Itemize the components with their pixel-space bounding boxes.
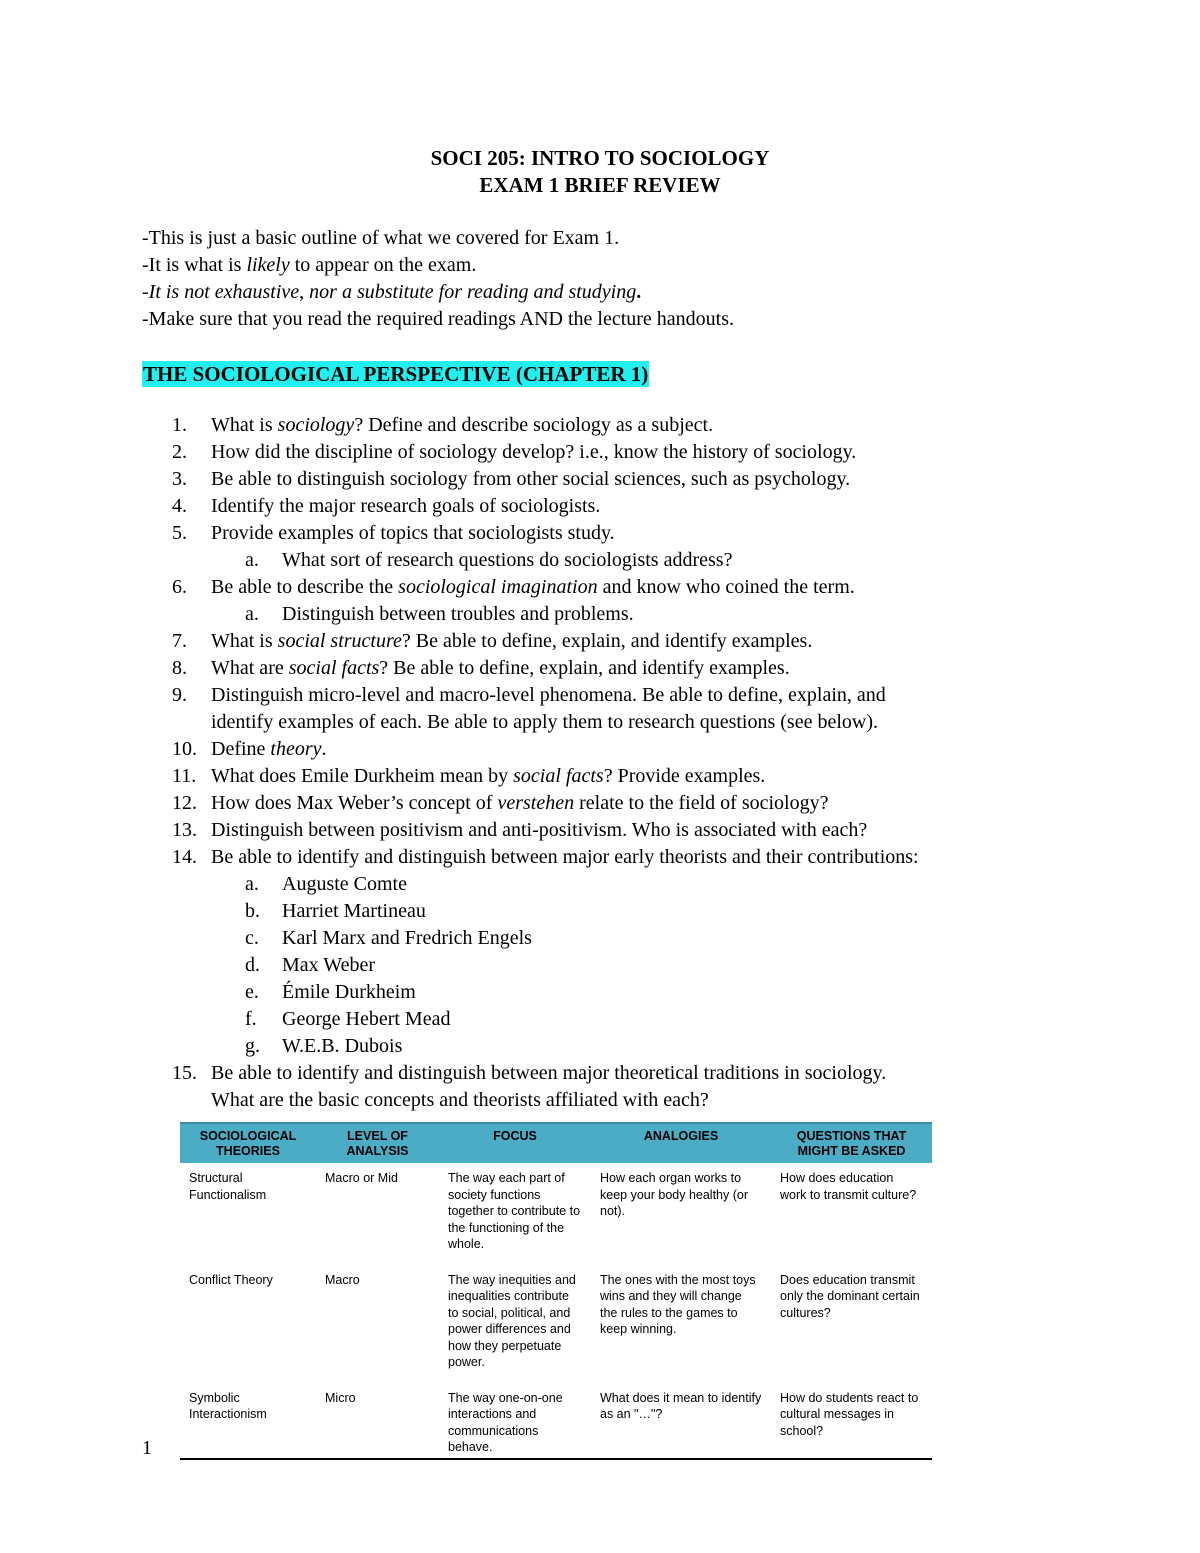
theorist-item: c. Karl Marx and Fredrich Engels [245,927,532,949]
question-1: 1. What is sociology? Define and describe sociology as a subject. [172,414,714,436]
theorist-item: g. W.E.B. Dubois [245,1035,403,1057]
intro-line-4: -Make sure that you read the required readings AND the lecture handouts. [142,308,735,330]
section-heading: THE SOCIOLOGICAL PERSPECTIVE (CHAPTER 1) [143,362,649,386]
table-cell: The way inequities and inequalities contribute to social, political, and power differences and how they perpetuate power. [448,1272,576,1369]
question-10: 10. Define theory. [172,738,327,760]
question-9-continued: identify examples of each. Be able to apply them to research questions (see below). [211,711,878,733]
question-8: 8. What are social facts? Be able to define, explain, and identify examples. [172,657,790,679]
question-11: 11. What does Emile Durkheim mean by social facts? Provide examples. [172,765,766,787]
column-header: FOCUS [439,1123,591,1164]
question-5a: a. What sort of research questions do sociologists address? [245,549,733,571]
table-header-row [180,1123,932,1164]
question-7: 7. What is social structure? Be able to define, explain, and identify examples. [172,630,813,652]
course-title: SOCI 205: INTRO TO SOCIOLOGY [430,146,770,170]
intro-line-1: -This is just a basic outline of what we covered for Exam 1. [142,227,620,249]
column-header: QUESTIONS THAT MIGHT BE ASKED [771,1123,932,1164]
question-9: 9. Distinguish micro-level and macro-level phenomena. Be able to define, explain, and [172,684,886,706]
question-14: 14. Be able to identify and distinguish between major early theorists and their contributions: [172,846,919,868]
question-13: 13. Distinguish between positivism and anti-positivism. Who is associated with each? [172,819,868,841]
theorist-item: b. Harriet Martineau [245,900,426,922]
table-cell: How do students react to cultural messages in school? [771,1385,932,1459]
table-cell: Micro [316,1385,439,1459]
table-cell: How each organ works to keep your body healthy (or not). [600,1171,749,1218]
theorist-item: f. George Hebert Mead [245,1008,451,1030]
question-2: 2. How did the discipline of sociology develop? i.e., know the history of sociology. [172,441,857,463]
table-cell: How does education work to transmit culture? [780,1171,917,1202]
question-5: 5. Provide examples of topics that sociologists study. [172,522,615,544]
table-row [180,1267,932,1385]
table-cell: Macro or Mid [325,1171,398,1185]
table-cell: Structural Functionalism [189,1171,267,1202]
question-4: 4. Identify the major research goals of sociologists. [172,495,601,517]
column-header: LEVEL OF ANALYSIS [316,1123,439,1164]
question-6: 6. Be able to describe the sociological imagination and know who coined the term. [172,576,855,598]
column-header: ANALOGIES [591,1123,771,1164]
table-cell: Conflict Theory [189,1272,273,1287]
question-15-continued: What are the basic concepts and theorists affiliated with each? [211,1089,709,1111]
theorist-item: d. Max Weber [245,954,375,976]
table-cell: The way one-on-one interactions and communications behave. [439,1385,591,1459]
table-cell: Does education transmit only the dominant certain cultures? [780,1272,920,1320]
theorist-item: a. Auguste Comte [245,873,407,895]
intro-line-2: -It is what is likely to appear on the exam. [142,254,477,276]
intro-line-3: -It is not exhaustive, nor a substitute for reading and studying. [142,281,642,303]
table-row [180,1385,932,1459]
column-header: SOCIOLOGICAL THEORIES [180,1123,316,1164]
question-3: 3. Be able to distinguish sociology from other social sciences, such as psychology. [172,468,851,490]
table-row [180,1164,932,1267]
theorist-item: e. Émile Durkheim [245,981,416,1003]
table-cell: What does it mean to identify as an "…"? [591,1385,771,1459]
question-6a: a. Distinguish between troubles and problems. [245,603,634,625]
question-15: 15. Be able to identify and distinguish between major theoretical traditions in sociology. [172,1062,887,1084]
exam-title: EXAM 1 BRIEF REVIEW [479,173,721,197]
page-number: 1 [142,1437,152,1459]
table-cell: Symbolic Interactionism [180,1385,316,1459]
question-12: 12. How does Max Weber’s concept of verstehen relate to the field of sociology? [172,792,829,814]
theories-table [180,1122,932,1460]
table-cell: Macro [325,1272,360,1287]
table-cell: The way each part of society functions together to contribute to the functioning of the whole. [448,1171,581,1251]
table-cell: The ones with the most toys wins and they will change the rules to the games to keep winning. [600,1272,756,1336]
